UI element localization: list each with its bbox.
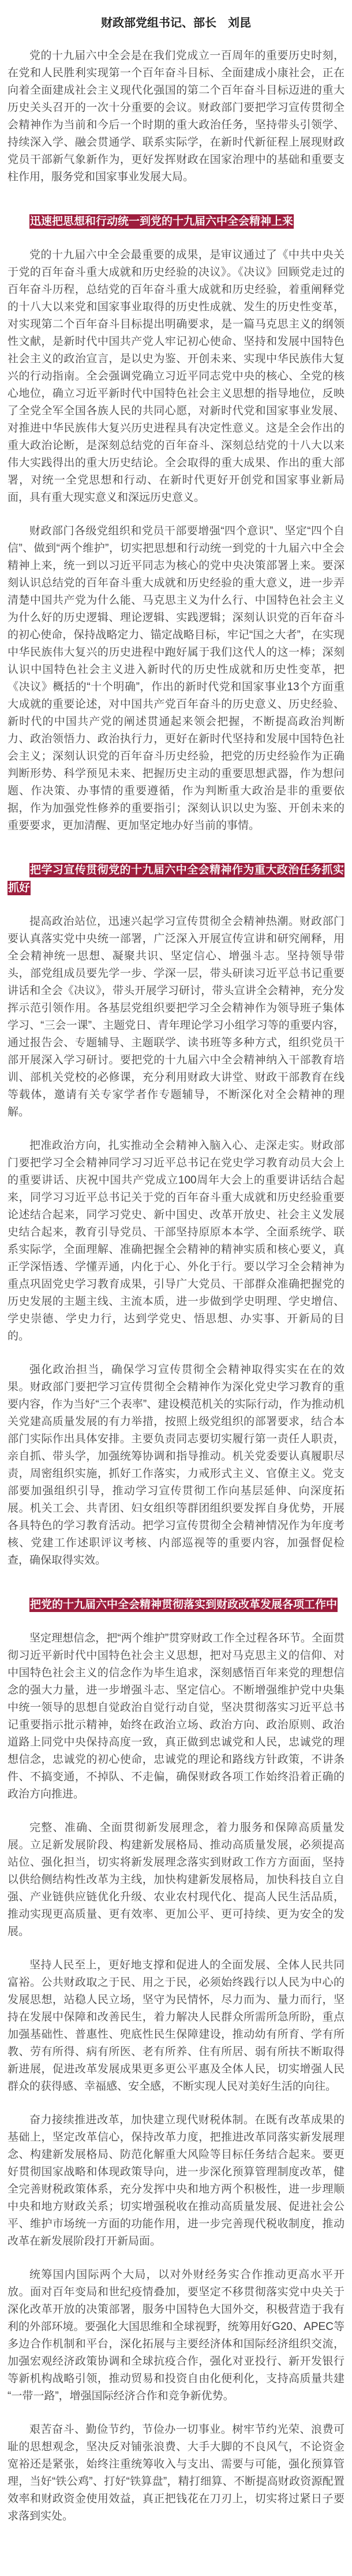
section-heading — [8, 213, 344, 230]
section-heading-highlight: 把党的十九届六中全会精神贯彻落实到财政改革发展各项工作中 — [30, 1599, 338, 1611]
body-paragraph: 奋力接续推进改革，加快建立现代财税体制。在既有改革成果的基础上，坚定改革信心，保持改革力度，把推进改革同落实新发展理念、构建新发展格局、防范化解重大风险等目标任务结合起来。要更好贯彻国家战略和体现政策导向，进一步深化预算管理制度改革，健全完善财税政策体系，充分发挥中央和地方两个积极性，进一步理顺中央和地方财政关系；切实增强税收在推动高质量发展、促进社会公平、维护市场统一方面的功能作用，进一步完善现代税收制度，推动改革在新发展阶段打开新局面。 — [8, 2114, 344, 2247]
section-heading-highlight: 迅速把思想和行动统一到党的十九届六中全会精神上来 — [30, 215, 294, 228]
section-heading — [8, 1596, 344, 1614]
body-paragraph: 党的十九届六中全会最重要的成果，是审议通过了《中共中央关于党的百年奋斗重大成就和历史经验的决议》。《决议》回顾党走过的百年奋斗历程，总结党的百年奋斗重大成就和历史经验，着重阐释党的十八大以来党和国家事业取得的历史性成就、发生的历史性变革，对实现第二个百年奋斗目标提出明确要求，是一篇马克思主义的纲领性文献，是新时代中国共产党人牢记初心使命、坚持和发展中国特色社会主义的政治宣言，是以史为鉴、开创未来、实现中华民族伟大复兴的行动指南。全会强调党确立习近平同志党中央的核心、全党的核心地位，确立习近平新时代中国特色社会主义思想的指导地位，反映了全党全军全国各族人民的共同心愿，对新时代党和国家事业发展、对推进中华民族伟大复兴历史进程具有决定性意义。这是全会作出的重大政治论断，是深刻总结党的百年奋斗、深刻总结党的十八大以来伟大实践得出的重大历史结论。全会取得的重大成果、作出的重大部署，对统一全党思想和行动、在新时代更好开创党和国家事业新局面，具有重大现实意义和深远历史意义。 — [8, 249, 344, 504]
body-paragraph: 提高政治站位，迅速兴起学习宣传贯彻全会精神热潮。财政部门要认真落实党中央统一部署，广泛深入开展宣传宣讲和研究阐释，用全会精神统一思想、凝聚共识、坚定信心、增强斗志。坚持领导带头，部党组成员要先学一步、学深一层，带头研读习近平总书记重要讲话和全会《决议》，带头开展学习研讨，带头宣讲全会精神，充分发挥示范引领作用。各基层党组织要把学习全会精神作为领导班子集体学习、“三会一课”、主题党日、青年理论学习小组学习等的重要内容，通过报告会、专题辅导、主题联学、读书班等多种方式，组织党员干部开展深入学习研讨。要把党的十九届六中全会精神纳入干部教育培训、部机关党校的必修课，充分利用财政大讲堂、财政干部教育在线等载体，邀请有关专家学者作专题辅导，不断深化对全会精神的理解。 — [8, 915, 344, 1118]
body-paragraph: 党的十九届六中全会是在我们党成立一百周年的重要历史时刻，在党和人民胜利实现第一个百年奋斗目标、全面建成小康社会，正在向着全面建成社会主义现代化强国的第二个百年奋斗目标迈进的重大历史关头召开的一次十分重要的会议。财政部门要把学习宣传贯彻全会精神作为当前和今后一个时期的重大政治任务，坚持带头引领学、持续深入学、融会贯通学、联系实际学，在新时代新征程上展现财政党员干部新气象新作为，更好发挥财政在国家治理中的基础和重要支柱作用，服务党和国家事业发展大局。 — [8, 50, 344, 183]
section-heading-highlight: 把学习宣传贯彻党的十九届六中全会精神作为重大政治任务抓实抓好 — [8, 864, 344, 894]
page-title: 财政部党组书记、部长 刘昆 — [101, 17, 251, 29]
section-heading — [8, 861, 344, 897]
body-paragraph: 坚持人民至上，更好地支撑和促进人的全面发展、全体人民共同富裕。公共财政取之于民、用之于民，必须始终践行以人民为中心的发展思想，站稳人民立场，坚守为民情怀，尽力而为、量力而行，坚持在发展中保障和改善民生，着力解决人民群众所需所急所盼，重点加强基础性、普惠性、兜底性民生保障建设，推动幼有所育、学有所教、劳有所得、病有所医、老有所养、住有所居、弱有所扶不断取得新进展，促进改革发展成果更多更公平惠及全体人民，切实增强人民群众的获得感、幸福感、安全感，不断实现人民对美好生活的向往。 — [8, 1959, 344, 2093]
body-paragraph: 完整、准确、全面贯彻新发展理念，着力服务和保障高质量发展。立足新发展阶段、构建新发展格局、推动高质量发展，必须提高站位、强化担当，切实将新发展理念落实到财政工作方方面面，坚持以供给侧结构性改革为主线，加快构建新发展格局，加快科技自立自强、产业链供应链优化升级、农业农村现代化、提高人民生活品质，推动实现更高质量、更有效率、更加公平、更可持续、更为安全的发展。 — [8, 1822, 344, 1938]
body-paragraph: 财政部门各级党组织和党员干部要增强“四个意识”、坚定“四个自信”、做到“两个维护”，切实把思想和行动统一到党的十九届六中全会精神上来，统一到以习近平同志为核心的党中央决策部署上来。要深刻认识总结党的百年奋斗重大成就和历史经验的重大意义，进一步弄清楚中国共产党为什么能、马克思主义为什么行、中国特色社会主义为什么好的历史逻辑、理论逻辑、实践逻辑；深刻认识党的百年奋斗的初心使命，保持战略定力、锚定战略目标，牢记“国之大者”，在实现中华民族伟大复兴的历史进程中跑好属于我们这代人的这一棒；深刻认识中国特色社会主义进入新时代的历史性成就和历史性变革，把《决议》概括的“十个明确”，作出的新时代党和国家事业13个方面重大成就的重要论述，对中国共产党百年奋斗的历史意义、历史经验、新时代的中国共产党的阐述贯通起来领会把握，不断提高政治判断力、政治领悟力、政治执行力，更好在新时代坚持和发展中国特色社会主义；深刻认识党的百年奋斗历史经验，把党的历史经验作为正确判断形势、科学预见未来、把握历史主动的重要思想武器，作为想问题、作决策、办事情的重要遵循，作为判断重大政治是非的重要依据，作为加强党性修养的重要指引；深刻认识以史为鉴、开创未来的重要要求，更加清醒、更加坚定地办好当前的事情。 — [8, 525, 344, 832]
body-paragraph: 艰苦奋斗、勤俭节约，节俭办一切事业。树牢节约光荣、浪费可耻的思想观念，坚决反对铺张浪费、大手大脚的不良风气，不论资金宽裕还是紧张，始终注重统筹收入与支出、需要与可能，强化预算管理，当好“铁公鸡”、打好“铁算盘”，精打细算、不断提高财政资源配置效率和财政资金使用效益，真正把钱花在刀刃上，切实将过紧日子要求落到实处。 — [8, 2424, 344, 2522]
body-paragraph: 统筹国内国际两个大局，以对外财经务实合作推动更高水平开放。面对百年变局和世纪疫情叠加，要坚定不移贯彻落实党中央关于深化改革开放的决策部署，服务中国特色大国外交，积极营造于我有利的外部环境。要强化大国思维和全球视野，统筹用好G20、APEC等多边合作机制和平台，深化拓展与主要经济体和国际经济组织交流，加强宏观经济政策协调和全球抗疫合作，强化对亚投行、新开发银行等新机构战略引领，推动贸易和投资自由化便利化，支持高质量共建“一带一路”，增强国际经济合作和竞争新优势。 — [8, 2269, 344, 2402]
body-paragraph: 把准政治方向，扎实推动全会精神入脑入心、走深走实。财政部门要把学习全会精神同学习习近平总书记在党史学习教育动员大会上的重要讲话、庆祝中国共产党成立100周年大会上的重要讲话结合起来，同学习习近平总书记关于党的百年奋斗重大成就和历史经验重要论述结合起来，同学习党史、新中国史、改革开放史、社会主义发展史结合起来，教育引导党员、干部坚持原原本本学、全面系统学、联系实际学，全面理解、准确把握全会精神的精神实质和核心要义，真正学深悟透、学懂弄通，内化于心、外化于行。要以学习全会精神为重点巩固党史学习教育成果，引导广大党员、干部群众准确把握党的历史发展的主题主线、主流本质，进一步做到学史明理、学史增信、学史崇德、学史力行，达到学党史、悟思想、办实事、开新局的目的。 — [8, 1140, 344, 1342]
body-paragraph: 强化政治担当，确保学习宣传贯彻全会精神取得实实在在的效果。财政部门要把学习宣传贯彻全会精神作为深化党史学习教育的重要内容，作为当好“三个表率”、建设模范机关的实际行动，作为推动机关党建高质量发展的有力举措，按照上级党组织的部署要求，结合本部门实际作出具体安排。主要负责同志要切实履行第一责任人职责，亲自抓、带头学，加强统筹协调和指导推动。机关党委要认真履职尽责，周密组织实施，抓好工作落实，力戒形式主义、官僚主义。党支部要加强组织引导，推动学习宣传贯彻工作向基层延伸、向深度拓展。机关工会、共青团、妇女组织等群团组织要发挥自身优势，开展各具特色的学习教育活动。把学习宣传贯彻全会精神情况作为年度考核、党建工作述职评议考核、内部巡视等的重要内容，加强督促检查，确保取得实效。 — [8, 1364, 344, 1566]
body-paragraph: 坚定理想信念，把“两个维护”贯穿财政工作全过程各环节。全面贯彻习近平新时代中国特色社会主义思想，把对马克思主义的信仰、对中国特色社会主义的信念作为毕生追求，深刻感悟百年来党的理想信念的强大力量，进一步增强斗志、坚定信心。不断增强维护党中央集中统一领导的思想自觉政治自觉行动自觉，坚决贯彻落实习近平总书记重要指示批示精神，始终在政治立场、政治方向、政治原则、政治道路上同党中央保持高度一致，真正做到忠诚党和人民，忠诚党的理想信念，忠诚党的初心使命，忠诚党的理论和路线方针政策，不讲条件、不搞变通，不掉队、不走偏，确保财政各项工作始终沿着正确的政治方向推进。 — [8, 1632, 344, 1800]
